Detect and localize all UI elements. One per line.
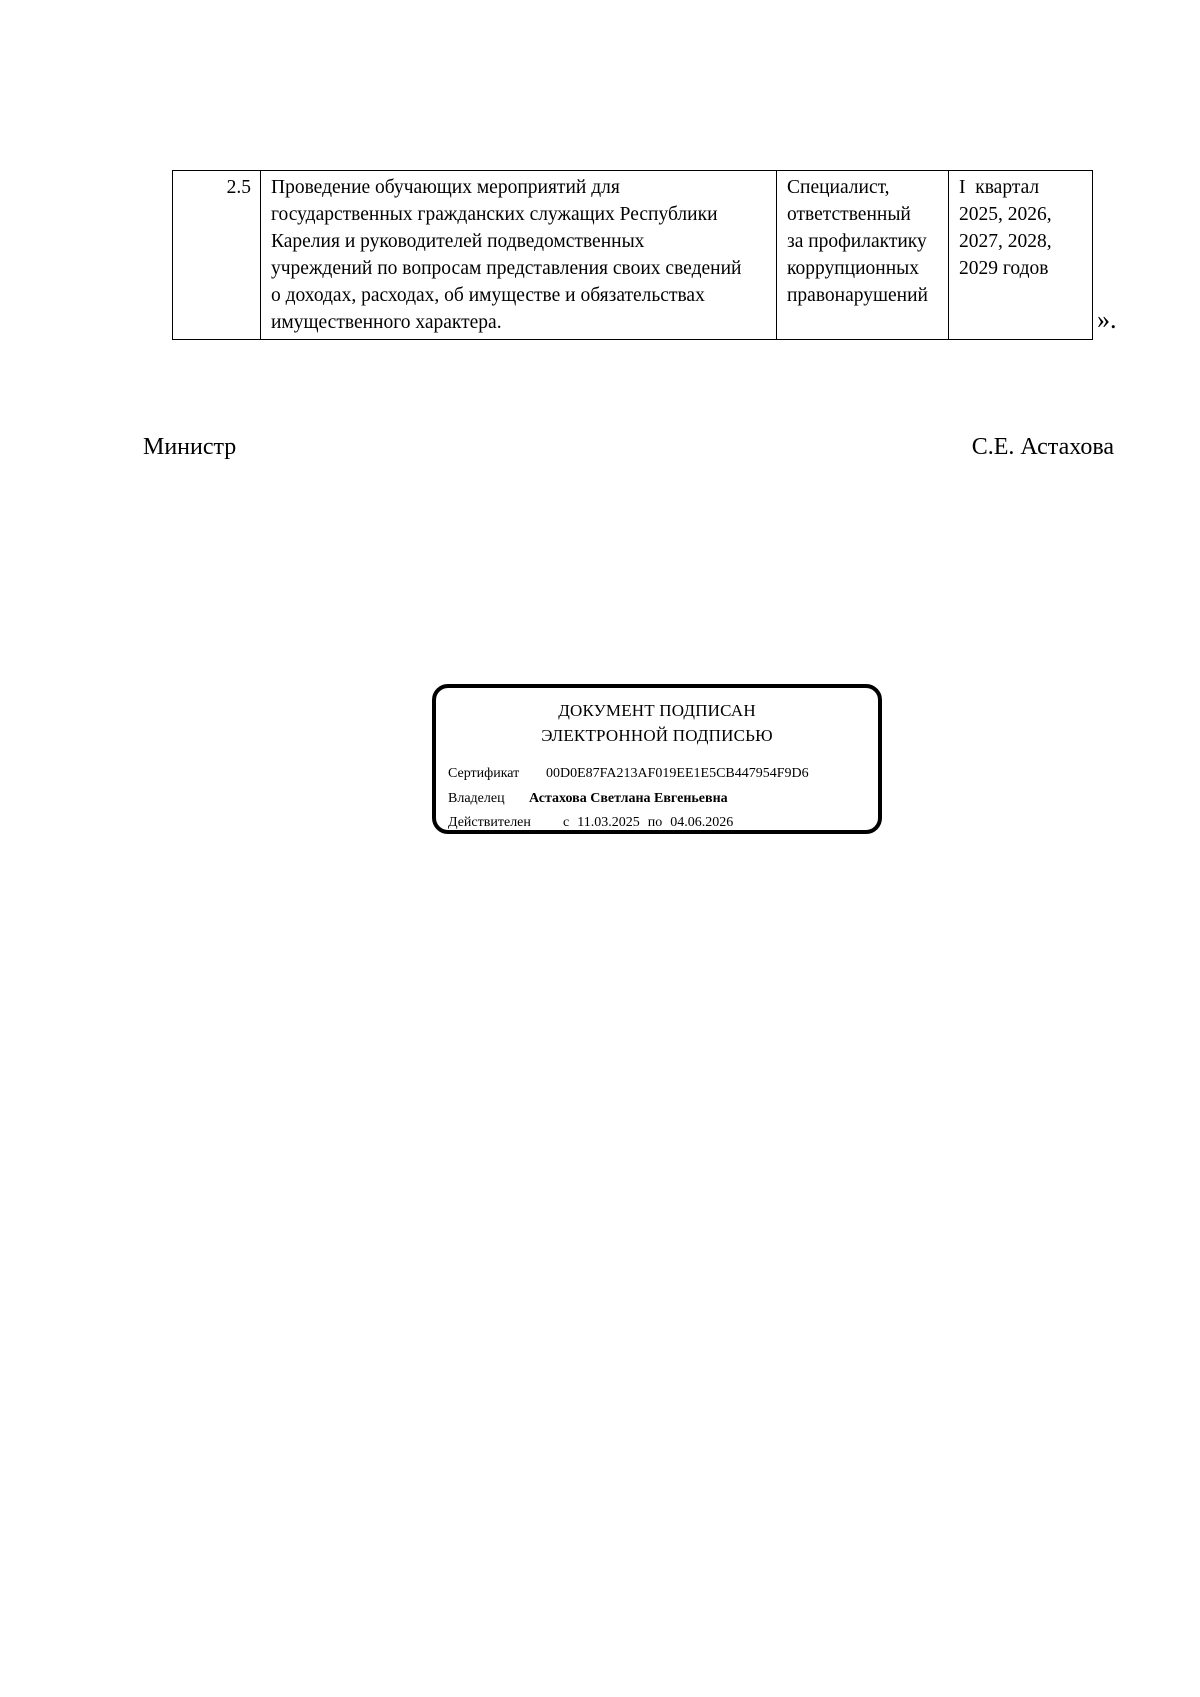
valid-from-prefix: с (563, 815, 570, 830)
term-line: I квартал (959, 177, 1040, 198)
closing-quote: ». (1097, 305, 1117, 334)
valid-to-date: 04.06.2026 (670, 815, 734, 830)
stamp-title-line: ДОКУМЕНТ ПОДПИСАН (558, 701, 756, 720)
certificate-value: 00D0E87FA213AF019EE1E5CB447954F9D6 (546, 766, 809, 781)
stamp-validity-row (448, 814, 733, 832)
description-line: государственных гражданских служащих Республики (271, 204, 718, 225)
responsible-line: ответственный (787, 204, 911, 225)
signatory-name: С.Е. Астахова (971, 434, 1114, 460)
description-line: Проведение обучающих мероприятий для (271, 177, 620, 198)
certificate-label: Сертификат (448, 766, 520, 781)
item-responsible-cell (777, 171, 949, 340)
term-line: 2027, 2028, (959, 231, 1052, 252)
owner-label: Владелец (448, 791, 505, 806)
item-number: 2.5 (226, 177, 251, 198)
stamp-title (436, 698, 878, 748)
plan-table-container (172, 170, 1088, 340)
item-term-cell (949, 171, 1093, 340)
plan-table (172, 170, 1093, 340)
valid-label: Действителен (448, 815, 531, 830)
responsible-line: за профилактику (787, 231, 927, 252)
term-line: 2029 годов (959, 258, 1049, 279)
e-signature-stamp (432, 684, 882, 834)
description-line: учреждений по вопросам представления своих сведений (271, 258, 742, 279)
item-number-cell (173, 171, 261, 340)
responsible-line: коррупционных (787, 258, 920, 279)
term-line: 2025, 2026, (959, 204, 1052, 225)
valid-to-prefix: по (647, 815, 663, 830)
stamp-owner-row (448, 790, 728, 808)
stamp-title-line: ЭЛЕКТРОННОЙ ПОДПИСЬЮ (541, 726, 773, 745)
signatory-position: Министр (143, 434, 237, 460)
owner-value: Астахова Светлана Евгеньевна (529, 791, 728, 806)
responsible-line: Специалист, (787, 177, 890, 198)
table-row (173, 171, 1093, 340)
description-line: Карелия и руководителей подведомственных (271, 231, 645, 252)
valid-from-date: 11.03.2025 (577, 815, 640, 830)
item-description-cell (261, 171, 777, 340)
description-line: о доходах, расходах, об имуществе и обязательствах (271, 285, 705, 306)
description-line: имущественного характера. (271, 312, 502, 333)
stamp-certificate-row (448, 765, 809, 783)
responsible-line: правонарушений (787, 285, 928, 306)
